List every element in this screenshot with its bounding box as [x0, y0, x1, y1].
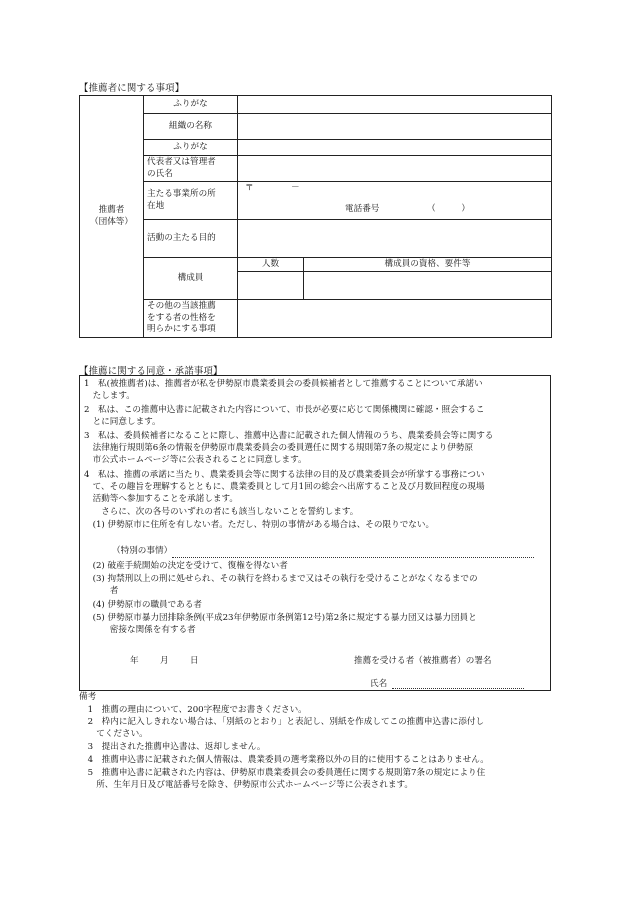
input-address[interactable]: [238, 182, 552, 220]
consent-item-line: 市公式ホームページ等に公表されることに同意します。: [84, 455, 307, 465]
consent-subitem-line: (5) 伊勢原市暴力団排除条例(平成23年伊勢原市条例第12号)第2条に規定する暴力団又は暴力団員と: [84, 613, 477, 623]
consent-item-line: て、その趣旨を理解するとともに、農業委員として月1回の総会へ出席すること及び月数回程度の現場: [84, 482, 485, 492]
label-members-count: 人数: [238, 258, 304, 272]
input-members-quals[interactable]: [304, 272, 552, 300]
postal-mark: 〒: [245, 183, 254, 193]
consent-item-line: (1) 伊勢原市に住所を有しない者。ただし、特別の事情がある場合は、その限りでない。: [84, 520, 435, 530]
note-line: 3 提出された推薦申込書は、返却しません。: [79, 742, 266, 752]
special-circumstances-label: （特別の事情）: [112, 546, 173, 556]
input-purpose[interactable]: [238, 220, 552, 258]
notes-title: 備考: [79, 692, 97, 702]
consent-item-line: たします。: [84, 391, 135, 401]
note-line: てください。: [79, 729, 148, 739]
consent-item-line: 4 私は、推薦の承諾に当たり、農業委員会等に関する法律の目的及び農業委員会が所掌する事務につい: [84, 470, 485, 480]
input-rep-name[interactable]: [238, 156, 552, 182]
phone-paren: （ ）: [427, 204, 470, 214]
signature-line[interactable]: [392, 688, 524, 689]
consent-item-line: とに同意します。: [84, 417, 161, 427]
label-furigana-2: ふりがな: [144, 140, 238, 156]
input-org-name[interactable]: [238, 114, 552, 140]
signature-heading: 推薦を受ける者（被推薦者）の署名: [354, 656, 492, 666]
input-other[interactable]: [238, 300, 552, 338]
name-label: 氏名: [370, 679, 388, 689]
label-purpose: 活動の主たる目的: [144, 220, 238, 258]
postal-dash: －: [291, 183, 300, 193]
recommender-table: [79, 95, 552, 338]
label-rep-name: 代表者又は管理者 の氏名: [144, 156, 238, 182]
consent-subitem-line: 者: [84, 586, 119, 596]
label-org-name: 組織の名称: [144, 114, 238, 140]
consent-item-line: 3 私は、委員候補者になることに際し、推薦申込書に記載された個人情報のうち、農業委員会等に関する: [84, 431, 494, 441]
phone-label: 電話番号: [345, 204, 380, 214]
consent-item-line: 2 私は、この推薦申込書に記載された内容について、市長が必要に応じて関係機関に確認・照会するこ: [84, 405, 485, 415]
consent-item-line: 活動等へ参加することを承諾します。: [84, 494, 239, 504]
consent-item-line: さらに、次の各号のいずれの者にも該当しないことを誓約します。: [84, 507, 359, 517]
note-line: 所、生年月日及び電話番号を除き、伊勢原市公式ホームページ等に公表されます。: [79, 780, 413, 790]
date-day: 日: [190, 656, 199, 666]
input-furigana-1[interactable]: [238, 96, 552, 114]
label-members: 構成員: [144, 258, 238, 300]
note-line: 2 枠内に記入しきれない場合は、「別紙のとおり」と表記し、別紙を作成してこの推薦申込書に添付し: [79, 717, 485, 727]
label-other: その他の当該推薦 をする者の性格を 明らかにする事項: [144, 300, 238, 338]
label-address: 主たる事業所の所 在地: [144, 182, 238, 220]
consent-subitem-line: 密接な関係を有する者: [84, 625, 196, 635]
recommender-group-label: 推薦者 （団体等）: [80, 96, 144, 338]
consent-subitem-line: (3) 拘禁刑以上の刑に処せられ、その執行を終わるまで又はその執行を受けることがなくなるまでの: [84, 574, 478, 584]
section1-title: 【推薦者に関する事項】: [79, 83, 185, 94]
note-line: 1 推薦の理由について、200字程度でお書きください。: [79, 705, 307, 715]
input-furigana-2[interactable]: [238, 140, 552, 156]
special-circumstances-line[interactable]: [172, 557, 534, 558]
note-line: 5 推薦申込書に記載された内容は、伊勢原市農業委員会の委員選任に関する規則第7条の規定により住: [79, 768, 486, 778]
note-line: 4 推薦申込書に記載された個人情報は、農業委員の選考業務以外の目的に使用することはありません。: [79, 755, 489, 765]
label-members-quals: 構成員の資格、要件等: [304, 258, 552, 272]
consent-item-line: 1 私(被推薦者)は、推薦者が私を伊勢原市農業委員会の委員候補者として推薦することについて承諾い: [84, 379, 483, 389]
consent-subitem-line: (4) 伊勢原市の職員である者: [84, 600, 203, 610]
section2-title: 【推薦に関する同意・承諾事項】: [79, 366, 223, 377]
input-members-count[interactable]: [238, 272, 304, 300]
date-year: 年: [130, 656, 139, 666]
consent-subitem-line: (2) 破産手続開始の決定を受けて、復権を得ない者: [84, 561, 288, 571]
consent-item-line: 法律施行規則第6条の情報を伊勢原市農業委員会の委員選任に関する規則第7条の規定により伊勢原: [84, 443, 474, 453]
date-month: 月: [160, 656, 169, 666]
label-furigana-1: ふりがな: [144, 96, 238, 114]
